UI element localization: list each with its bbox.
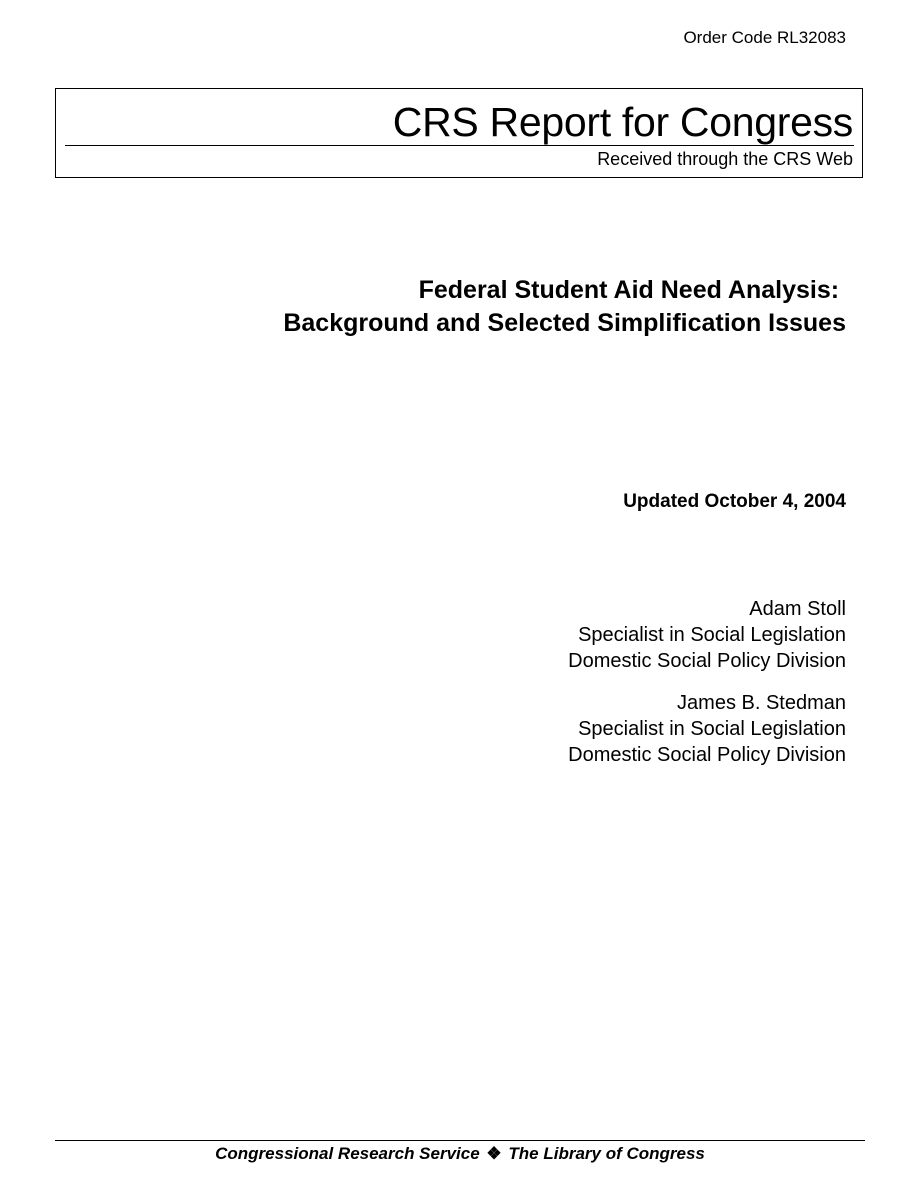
author-block [568, 596, 846, 674]
footer-publisher: Congressional Research Service [215, 1144, 480, 1163]
report-series-subtitle: Received through the CRS Web [597, 149, 853, 169]
diamond-separator-icon: ❖ [486, 1144, 502, 1163]
report-header-box [55, 88, 863, 178]
header-divider [65, 145, 854, 146]
author-division: Domestic Social Policy Division [568, 650, 846, 672]
report-series-title: CRS Report for Congress [392, 99, 853, 145]
footer [0, 1143, 920, 1164]
order-code: Order Code RL32083 [683, 28, 846, 47]
footer-library: The Library of Congress [508, 1144, 705, 1163]
footer-divider [55, 1140, 865, 1141]
author-position: Specialist in Social Legislation [578, 624, 846, 646]
author-name: Adam Stoll [749, 598, 846, 620]
report-title-line-1: Federal Student Aid Need Analysis: [418, 276, 846, 304]
author-position: Specialist in Social Legislation [578, 718, 846, 740]
author-name: James B. Stedman [677, 692, 846, 714]
report-title [283, 274, 846, 340]
report-title-line-2: Background and Selected Simplification Issues [283, 309, 846, 337]
author-block [568, 690, 846, 768]
updated-date: Updated October 4, 2004 [623, 491, 846, 512]
author-division: Domestic Social Policy Division [568, 744, 846, 766]
